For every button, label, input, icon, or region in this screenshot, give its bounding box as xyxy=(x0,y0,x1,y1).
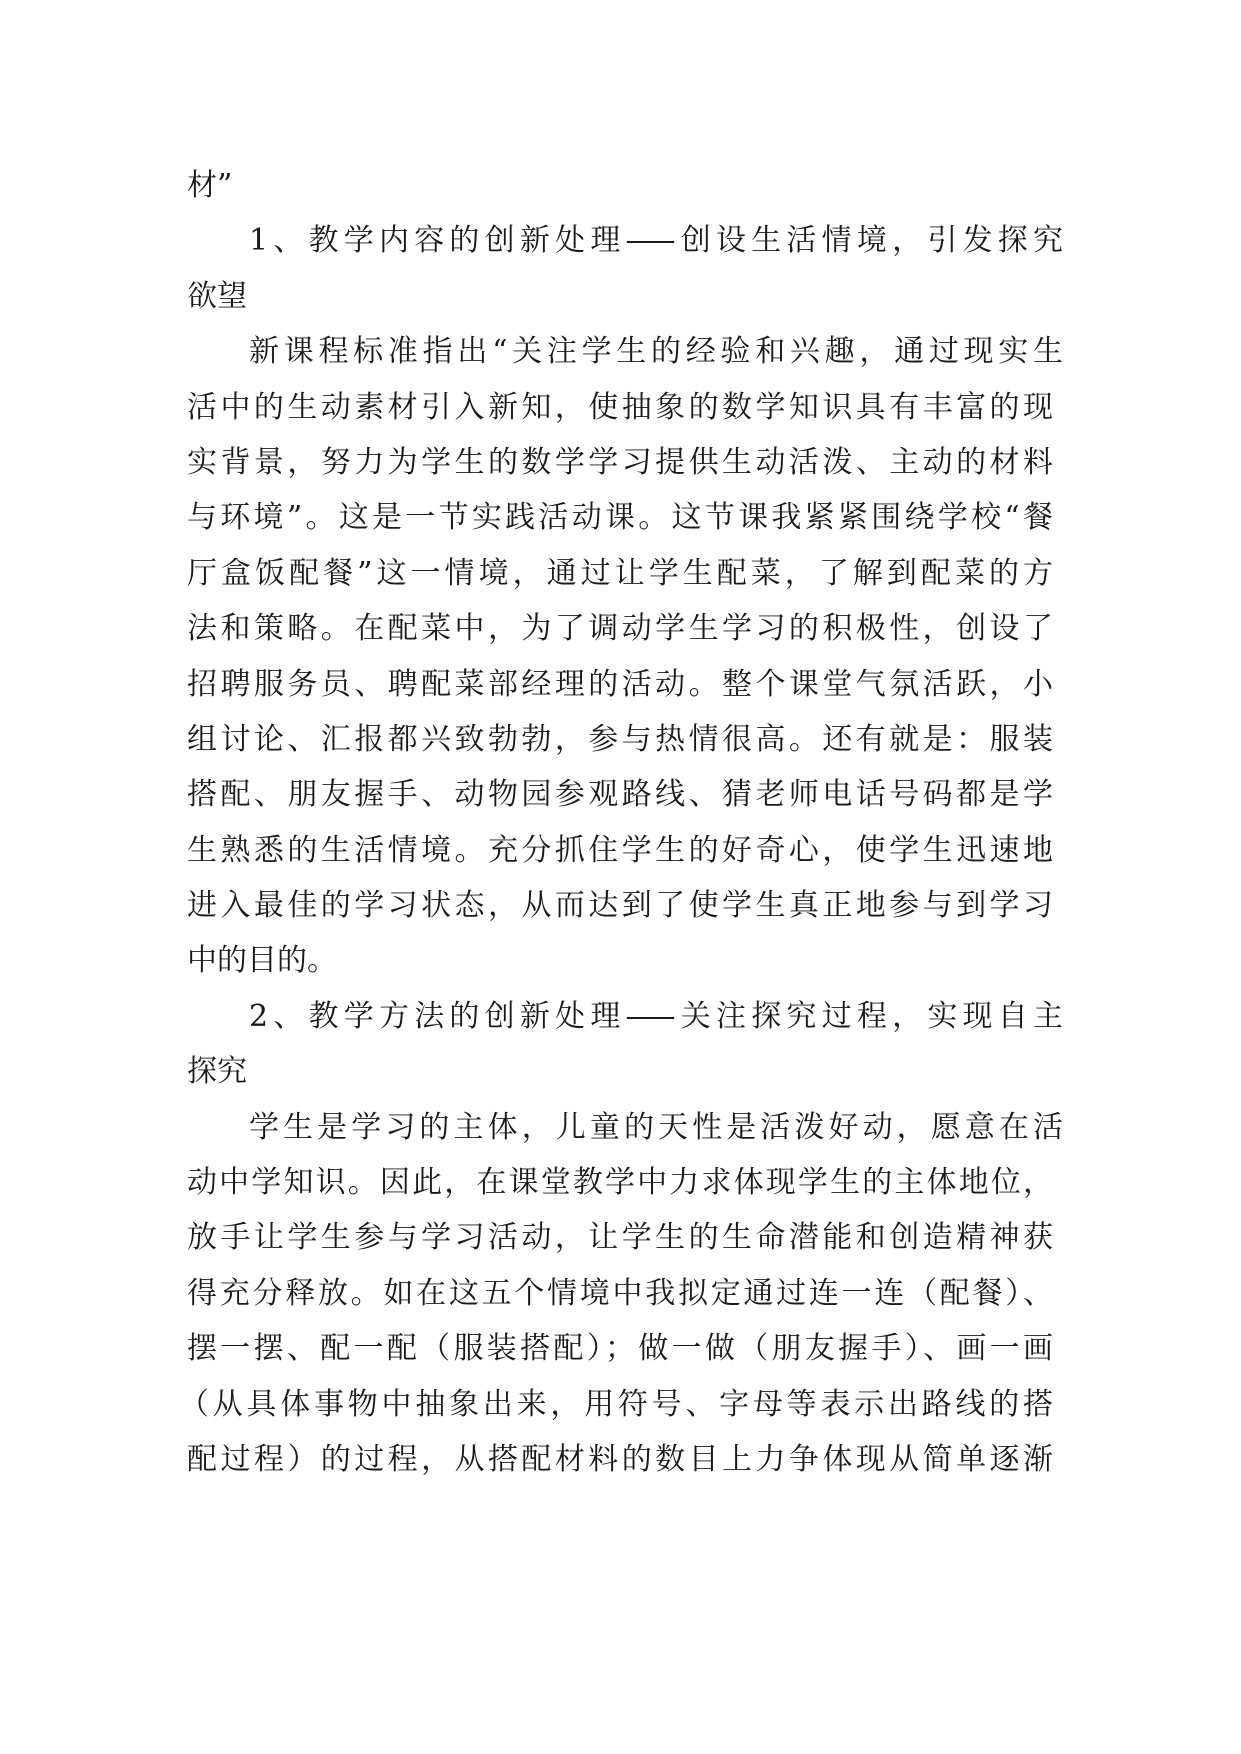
document-body xyxy=(179,158,1053,1487)
paragraph-line: 实背景，努力为学生的数学学习提供生动活泼、主动的材料 xyxy=(187,444,1053,480)
paragraph-line: 招聘服务员、聘配菜部经理的活动。整个课堂气氛活跃，小 xyxy=(187,666,1053,702)
section-heading-2: 2、教学方法的创新处理——关注探究过程，实现自主 xyxy=(249,998,1053,1034)
paragraph-line: 搭配、朋友握手、动物园参观路线、猜老师电话号码都是学 xyxy=(187,777,1053,813)
paragraph-line: 得充分释放。如在这五个情境中我拟定通过连一连（配餐）、 xyxy=(187,1275,1053,1311)
paragraph-line: 厅盒饭配餐”这一情境，通过让学生配菜，了解到配菜的方 xyxy=(187,555,1053,591)
paragraph-line: 组讨论、汇报都兴致勃勃，参与热情很高。还有就是：服装 xyxy=(187,721,1053,757)
section-heading-1-continued: 欲望 xyxy=(187,278,247,314)
paragraph-line: 生熟悉的生活情境。充分抓住学生的好奇心，使学生迅速地 xyxy=(187,832,1053,868)
paragraph-line: 摆一摆、配一配（服装搭配）；做一做（朋友握手）、画一画 xyxy=(187,1331,1053,1367)
paragraph-line: 放手让学生参与学习活动，让学生的生命潜能和创造精神获 xyxy=(187,1220,1053,1256)
paragraph-line: 动中学知识。因此，在课堂教学中力求体现学生的主体地位， xyxy=(187,1165,1053,1201)
paragraph-line: 中的目的。 xyxy=(187,943,337,979)
paragraph-line: （从具体事物中抽象出来，用符号、字母等表示出路线的搭 xyxy=(179,1386,1053,1422)
paragraph-line: 新课程标准指出“关注学生的经验和兴趣，通过现实生 xyxy=(249,334,1053,370)
section-heading-1: 1、教学内容的创新处理——创设生活情境，引发探究 xyxy=(249,223,1053,259)
paragraph-line: 与环境”。这是一节实践活动课。这节课我紧紧围绕学校“餐 xyxy=(187,500,1053,536)
paragraph-line: 活中的生动素材引入新知，使抽象的数学知识具有丰富的现 xyxy=(187,389,1053,425)
paragraph-line: 学生是学习的主体，儿童的天性是活泼好动，愿意在活 xyxy=(249,1109,1053,1145)
paragraph-line: 法和策略。在配菜中，为了调动学生学习的积极性，创设了 xyxy=(187,611,1053,647)
text-line: 材” xyxy=(187,168,233,203)
paragraph-line: 进入最佳的学习状态，从而达到了使学生真正地参与到学习 xyxy=(187,888,1053,924)
section-heading-2-continued: 探究 xyxy=(187,1054,247,1090)
paragraph-line: 配过程）的过程，从搭配材料的数目上力争体现从简单逐渐 xyxy=(187,1441,1053,1477)
